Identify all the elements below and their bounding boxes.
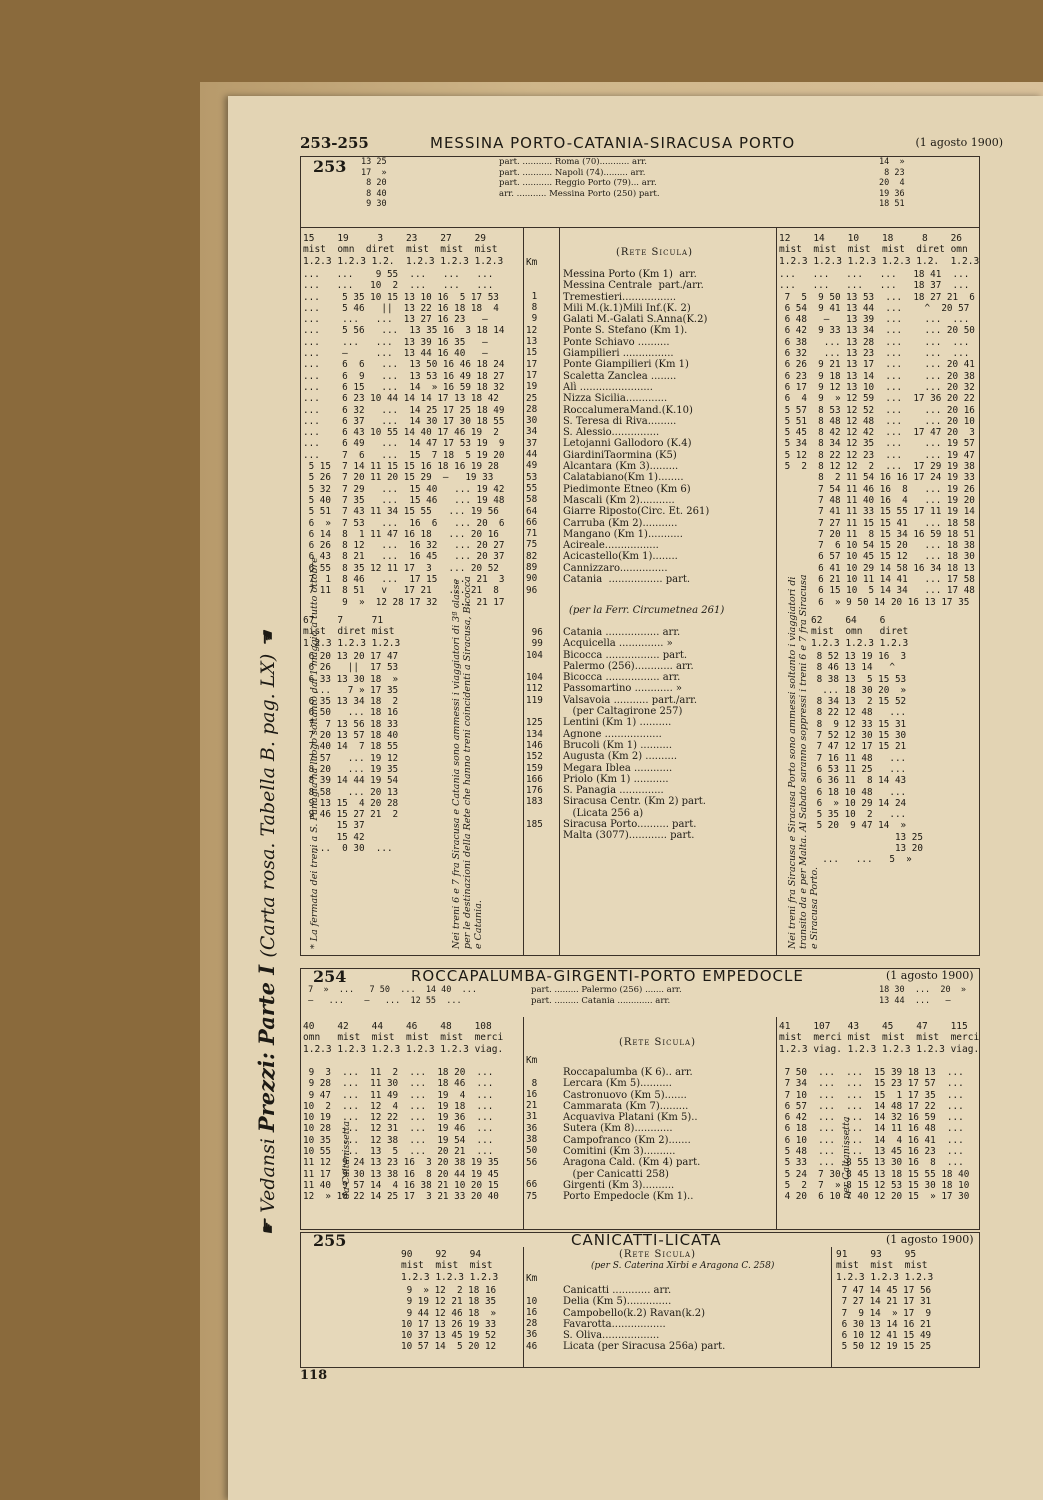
timetable-page — [228, 96, 1043, 1500]
lower-station-list: Catania ................. arr. Acquicella .............. » Bicocca ................. part. Palermo (256)............ arr. Bicocca ................. arr. Passomartino ............ » Valsavoia ........... part./arr. (per Caltagirone 257) Lentini (Km 1) .......... Agnone .................. Brucoli (Km 1) .......... Augusta (Km 2) .......... Megara Iblea ............ Priolo (Km 1) ........... S. Panagia .............. Siracusa Centr. (Km 2) part. (Licata 256 a) Siracusa Porto.......... part. Malta (3077)............ part. — [563, 627, 706, 842]
page-title: MESSINA PORTO-CATANIA-SIRACUSA PORTO — [430, 134, 796, 152]
km-column: Km 10 16 28 36 46 — [526, 1273, 538, 1352]
page-number: 118 — [300, 1368, 328, 1383]
top-stations: part. ......... Palermo (256) ....... arr. part. ......... Catania ............. arr. — [531, 985, 682, 1006]
section-number-254: 254 — [313, 967, 347, 986]
right-column-headers: 12 14 10 18 8 26 mist mist mist mist diret omn 1.2.3 1.2.3 1.2.3 1.2.3 1.2. 1.2.3 — [779, 233, 980, 267]
rule — [831, 1247, 832, 1367]
lower-km-column: 96 99 104 104 112 119 125 134 146 152 159 166 176 183 185 — [526, 627, 543, 831]
km-column: Km 1 8 9 12 13 15 17 17 19 25 28 30 34 37 44 49 53 55 58 64 66 71 75 82 89 90 96 — [526, 257, 538, 596]
km-column: Km 8 16 21 31 36 38 50 56 66 75 — [526, 1055, 538, 1202]
table-253 — [300, 156, 980, 956]
rule — [523, 1017, 524, 1229]
section-title-255: CANICATTI-LICATA — [571, 1231, 722, 1249]
right-times: 7 50 ... ... 15 39 18 13 ... 7 34 ... ... 15 23 17 57 ... 7 10 ... ... 15 1 17 35 ... 6 57 ... ... 14 48 17 22 ... 6 42 ... ... 14 32 16 59 ... 6 18 ... ... 14 11 16 48 ... 6 10 ... ... 14 4 16 41 ... 5 48 ... ... 13 45 16 23 ... 5 33 ... 8 55 13 30 16 8 ... 5 24 7 30 8 45 13 18 15 55 18 40 5 2 7 » 8 15 12 53 15 30 18 10 4 20 6 10 7 40 12 20 15 » 17 30 — [784, 1067, 970, 1203]
table-255 — [300, 1232, 980, 1368]
header-date: (1 agosto 1900) — [915, 136, 1003, 149]
mid-column-headers: 67 7 71 mist diret mist 1.2.3 1.2.3 1.2.3 — [303, 615, 401, 649]
station-list: Messina Porto (Km 1) arr. Messina Centrale part./arr. Tremestieri................. Mili M.(k.1)Mili Inf.(K. 2) Galati M.-Galati S.Anna(K.2) Ponte S. Stefano (Km 1). Ponte Schiavo .......... Giampilieri ................ Ponte Giampilieri (Km 1) Scaletta Zanclea ........ Alì ....................... Nizza Sicilia............. RoccalumeraMand.(K.10) S. Teresa di Riva......... S. Alessio............... Letojanni Gallodoro (K.4) GiardiniTaormina (K5) Alcantara (Km 3)......... Calatabiano(Km 1)........ Piedimonte Etneo (Km 6) Mascali (Km 2)........... Giarre Riposto(Circ. Et. 261) Carruba (Km 2)........... Mangano (Km 1)........... Acireale................. Acicastello(Km 1)........ Cannizzaro............... Catania ................. part. — [563, 269, 710, 586]
hand-pointer-icon: ☚ — [257, 630, 279, 648]
network-label: (Rete Sicula) — [619, 1249, 696, 1260]
section-number-253: 253 — [313, 157, 347, 176]
mid-times: 6 20 13 20 17 47 6 26 || 17 53 6 33 13 30 18 » ... 7 » 17 35 6 35 13 34 18 2 6 50 ... 18 16 7 7 13 56 18 33 7 20 13 57 18 40 7 40 14 7 18 55 7 57 ... 19 12 8 20 ... 19 35 8 39 14 44 19 54 8 58 ... 20 13 9 13 15 4 20 28 9 46 15 27 21 2 15 37 15 42 ... 0 30 ... — [308, 651, 399, 855]
via-caltanissetta-b: per Caltanissetta — [841, 1116, 852, 1199]
left-times: ... ... 9 55 ... ... ... ... ... 10 2 ... ... ... ... 5 35 10 15 13 10 16 5 17 53 ... 5 46 || 13 22 16 18 18 4 ... ... ... 13 27 16 23 — ... 5 56 ... 13 35 16 3 18 14 ... ... ... 13 39 16 35 — ... — ... 13 44 16 40 — ... 6 6 ... 13 50 16 46 18 24 ... 6 9 ... 13 53 16 49 18 27 ... 6 15 ... 14 » 16 59 18 32 ... 6 23 10 44 14 14 17 13 18 42 ... 6 32 ... 14 25 17 25 18 49 ... 6 37 ... 14 30 17 30 18 55 ... 6 43 10 55 14 40 17 46 19 2 ... 6 49 ... 14 47 17 53 19 9 ... 7 6 ... 15 7 18 5 19 20 5 15 7 14 11 15 15 16 18 16 19 28 5 26 7 20 11 20 15 29 — 19 33 5 32 7 29 ... 15 40 ... 19 42 5 40 7 35 ... 15 46 ... 19 48 5 51 7 43 11 34 15 55 ... 19 56 6 » 7 53 ... 16 6 ... 20 6 6 14 8 1 11 47 16 18 ... 20 16 6 26 8 12 ... 16 32 ... 20 27 6 43 8 21 ... 16 45 ... 20 37 6 55 8 35 12 11 17 3 ... 20 52 7 1 8 46 ... 17 15 ... 21 3 7 11 8 51 v 17 21 ... 21 8 9 » 12 28 17 32 ... 21 17 — [303, 269, 505, 608]
section-title-254: ROCCAPALUMBA-GIRGENTI-PORTO EMPEDOCLE — [411, 967, 804, 985]
rule — [559, 227, 560, 955]
right-column-headers: 91 93 95 mist mist mist 1.2.3 1.2.3 1.2.3 — [836, 1249, 934, 1283]
station-list: Canicatti ............ arr. Delia (Km 5).............. Campobello(k.2) Ravan(k.2) Favarotta................. S. Oliva.................. Licata (per Siracusa 256a) part. — [563, 1285, 726, 1353]
left-column-headers: 40 42 44 46 48 108 omn mist mist mist mist merci 1.2.3 1.2.3 1.2.3 1.2.3 1.2.3 viag. — [303, 1021, 504, 1055]
note-trains-6-7: Nei treni 6 e 7 fra Siracusa e Catania sono ammessi i viaggiatori di 3ª classe per le destinazioni della Rete che hanno treni coincidenti a Siracusa, Bicocca e Catania. — [451, 576, 484, 949]
top-stations: part. ........... Roma (70)........... arr. part. ........... Napoli (74)......... arr. part. ........... Reggio Porto (79)... arr. arr. ........... Messina Porto (250) part. — [499, 157, 660, 199]
rule — [776, 1017, 777, 1229]
page-range: 253-255 — [300, 134, 369, 152]
left-times: 9 » 12 2 18 16 9 19 12 21 18 35 9 44 12 46 18 » 10 17 13 26 19 33 10 37 13 45 19 52 10 57 14 5 20 12 — [401, 1285, 497, 1353]
rule — [776, 227, 777, 955]
section-date-254: (1 agosto 1900) — [886, 969, 974, 982]
hand-pointer-icon: ☛ — [257, 1218, 279, 1236]
top-right-times: 14 » 8 23 20 4 19 36 18 51 — [879, 157, 905, 209]
left-times: 9 3 ... 11 2 ... 18 20 ... 9 28 ... 11 30 ... 18 46 ... 9 47 ... 11 49 ... 19 4 ... 10 2 ... 12 4 ... 19 18 ... 10 19 ... 12 22 ... 19 36 ... 10 28 ... 12 31 ... 19 46 ... 10 35 ... 12 38 ... 19 54 ... 10 55 ... 13 5 ... 20 21 ... 11 12 9 24 13 23 16 3 20 38 19 35 11 17 9 30 13 38 16 8 20 44 19 45 11 40 9 57 14 4 16 38 21 10 20 15 12 » 10 22 14 25 17 3 21 33 20 40 — [303, 1067, 499, 1203]
right-times: 7 47 14 45 17 56 7 27 14 21 17 31 7 9 14 » 17 9 6 30 13 14 16 21 6 10 12 41 15 49 5 50 12 19 15 25 — [841, 1285, 932, 1353]
page-header — [300, 134, 1003, 152]
circumetnea-note: (per la Ferr. Circumetnea 261) — [569, 605, 725, 616]
margin-note: ☛ Vedansi Prezzi: Parte I (Carta rosa. Tabella B. pag. LX) ☚ — [254, 630, 279, 1236]
section-number-255: 255 — [313, 1231, 347, 1250]
divider — [301, 227, 979, 228]
rule — [523, 227, 524, 955]
right-mid-times: 8 52 13 19 16 3 8 46 13 14 ^ 8 38 13 5 15 53 ... 18 30 20 » 8 34 13 2 15 52 8 22 12 48 ... 8 9 12 33 15 31 7 52 12 30 15 30 7 47 12 17 15 21 7 16 11 48 ... 6 53 11 25 ... 6 36 11 8 14 43 6 18 10 48 ... 6 » 10 29 14 24 5 35 10 2 ... 5 20 9 47 14 » 13 25 13 20 ... ... 5 » — [816, 651, 923, 866]
station-list: Roccapalumba (K 6).. arr. Lercara (Km 5).......... Castronuovo (Km 5)....... Cammarata (Km 7)......... Acquaviva Platani (Km 5).. Sutera (Km 8)............ Campofranco (Km 2)....... Comitini (Km 3).......... Aragona Cald. (Km 4) part. (per Canicatti 258) Girgenti (Km 3).......... Porto Empedocle (Km 1).. — [563, 1067, 701, 1203]
table-254 — [300, 968, 980, 1230]
section-date-255: (1 agosto 1900) — [886, 1233, 974, 1246]
network-label: (Rete Sicula) — [619, 1037, 696, 1048]
note-s-panagia: * La fermata dei treni a S. Panagia ha luogo soltanto dal 1 maggio a tutto ottobre — [309, 557, 320, 949]
top-left-times: 13 25 17 » 8 20 8 40 9 30 — [361, 157, 387, 209]
via-caltanissetta-a: da Caltanissetta — [341, 1120, 352, 1199]
top-left-times: 7 » ... 7 50 ... 14 40 ... — ... — ... 12 55 ... — [308, 985, 477, 1006]
rule — [523, 1247, 524, 1367]
left-column-headers: 15 19 3 23 27 29 mist omn diret mist mist mist 1.2.3 1.2.3 1.2. 1.2.3 1.2.3 1.2.3 — [303, 233, 504, 267]
top-right-times: 18 30 ... 20 » 13 44 ... — — [879, 985, 966, 1006]
right-column-headers: 41 107 43 45 47 115 mist merci mist mist mist merci 1.2.3 viag. 1.2.3 1.2.3 1.2.3 viag. — [779, 1021, 980, 1055]
note-malta: Nei treni fra Siracusa e Siracusa Porto sono ammessi soltanto i viaggiatori di transito da e per Malta. Al Sabato saranno soppressi i treni 6 e 7 fra Siracusa e Siracusa Porto. — [787, 574, 820, 949]
right-mid-column-headers: 62 64 6 mist omn diret 1.2.3 1.2.3 1.2.3 — [811, 615, 909, 649]
left-column-headers: 90 92 94 mist mist mist 1.2.3 1.2.3 1.2.3 — [401, 1249, 499, 1283]
network-label: (Rete Sicula) — [616, 247, 693, 258]
right-times: ... ... ... ... 18 41 ... ... ... ... ... 18 37 ... 7 5 9 50 13 53 ... 18 27 21 6 6 54 9 41 13 44 ... ^ 20 57 6 48 — 13 39 ... ... ... 6 42 9 33 13 34 ... ... 20 50 6 38 ... 13 28 ... ... ... 6 32 ... 13 23 ... ... ... 6 26 9 21 13 17 ... ... 20 41 6 23 9 18 13 14 ... ... 20 38 6 17 9 12 13 10 ... ... 20 32 6 4 9 » 12 59 ... 17 36 20 22 5 57 8 53 12 52 ... ... 20 16 5 51 8 48 12 48 ... ... 20 10 5 45 8 42 12 42 ... 17 47 20 3 5 34 8 34 12 35 ... ... 19 57 5 12 8 22 12 23 ... ... 19 47 5 2 8 12 12 2 ... 17 29 19 38 8 2 11 54 16 16 17 24 19 33 7 54 11 46 16 8 ... 19 26 7 48 11 40 16 4 ... 19 20 7 41 11 33 15 55 17 11 19 14 7 27 11 15 15 41 ... 18 58 7 20 11 8 15 34 16 59 18 51 7 6 10 54 15 20 ... 18 38 6 57 10 45 15 12 ... 18 30 6 41 10 29 14 58 16 34 18 13 6 21 10 11 14 41 ... 17 58 6 15 10 5 14 34 ... 17 48 6 » 9 50 14 20 16 13 17 35 — [779, 269, 975, 608]
via-note: (per S. Caterina Xirbi e Aragona C. 258) — [591, 1261, 775, 1271]
